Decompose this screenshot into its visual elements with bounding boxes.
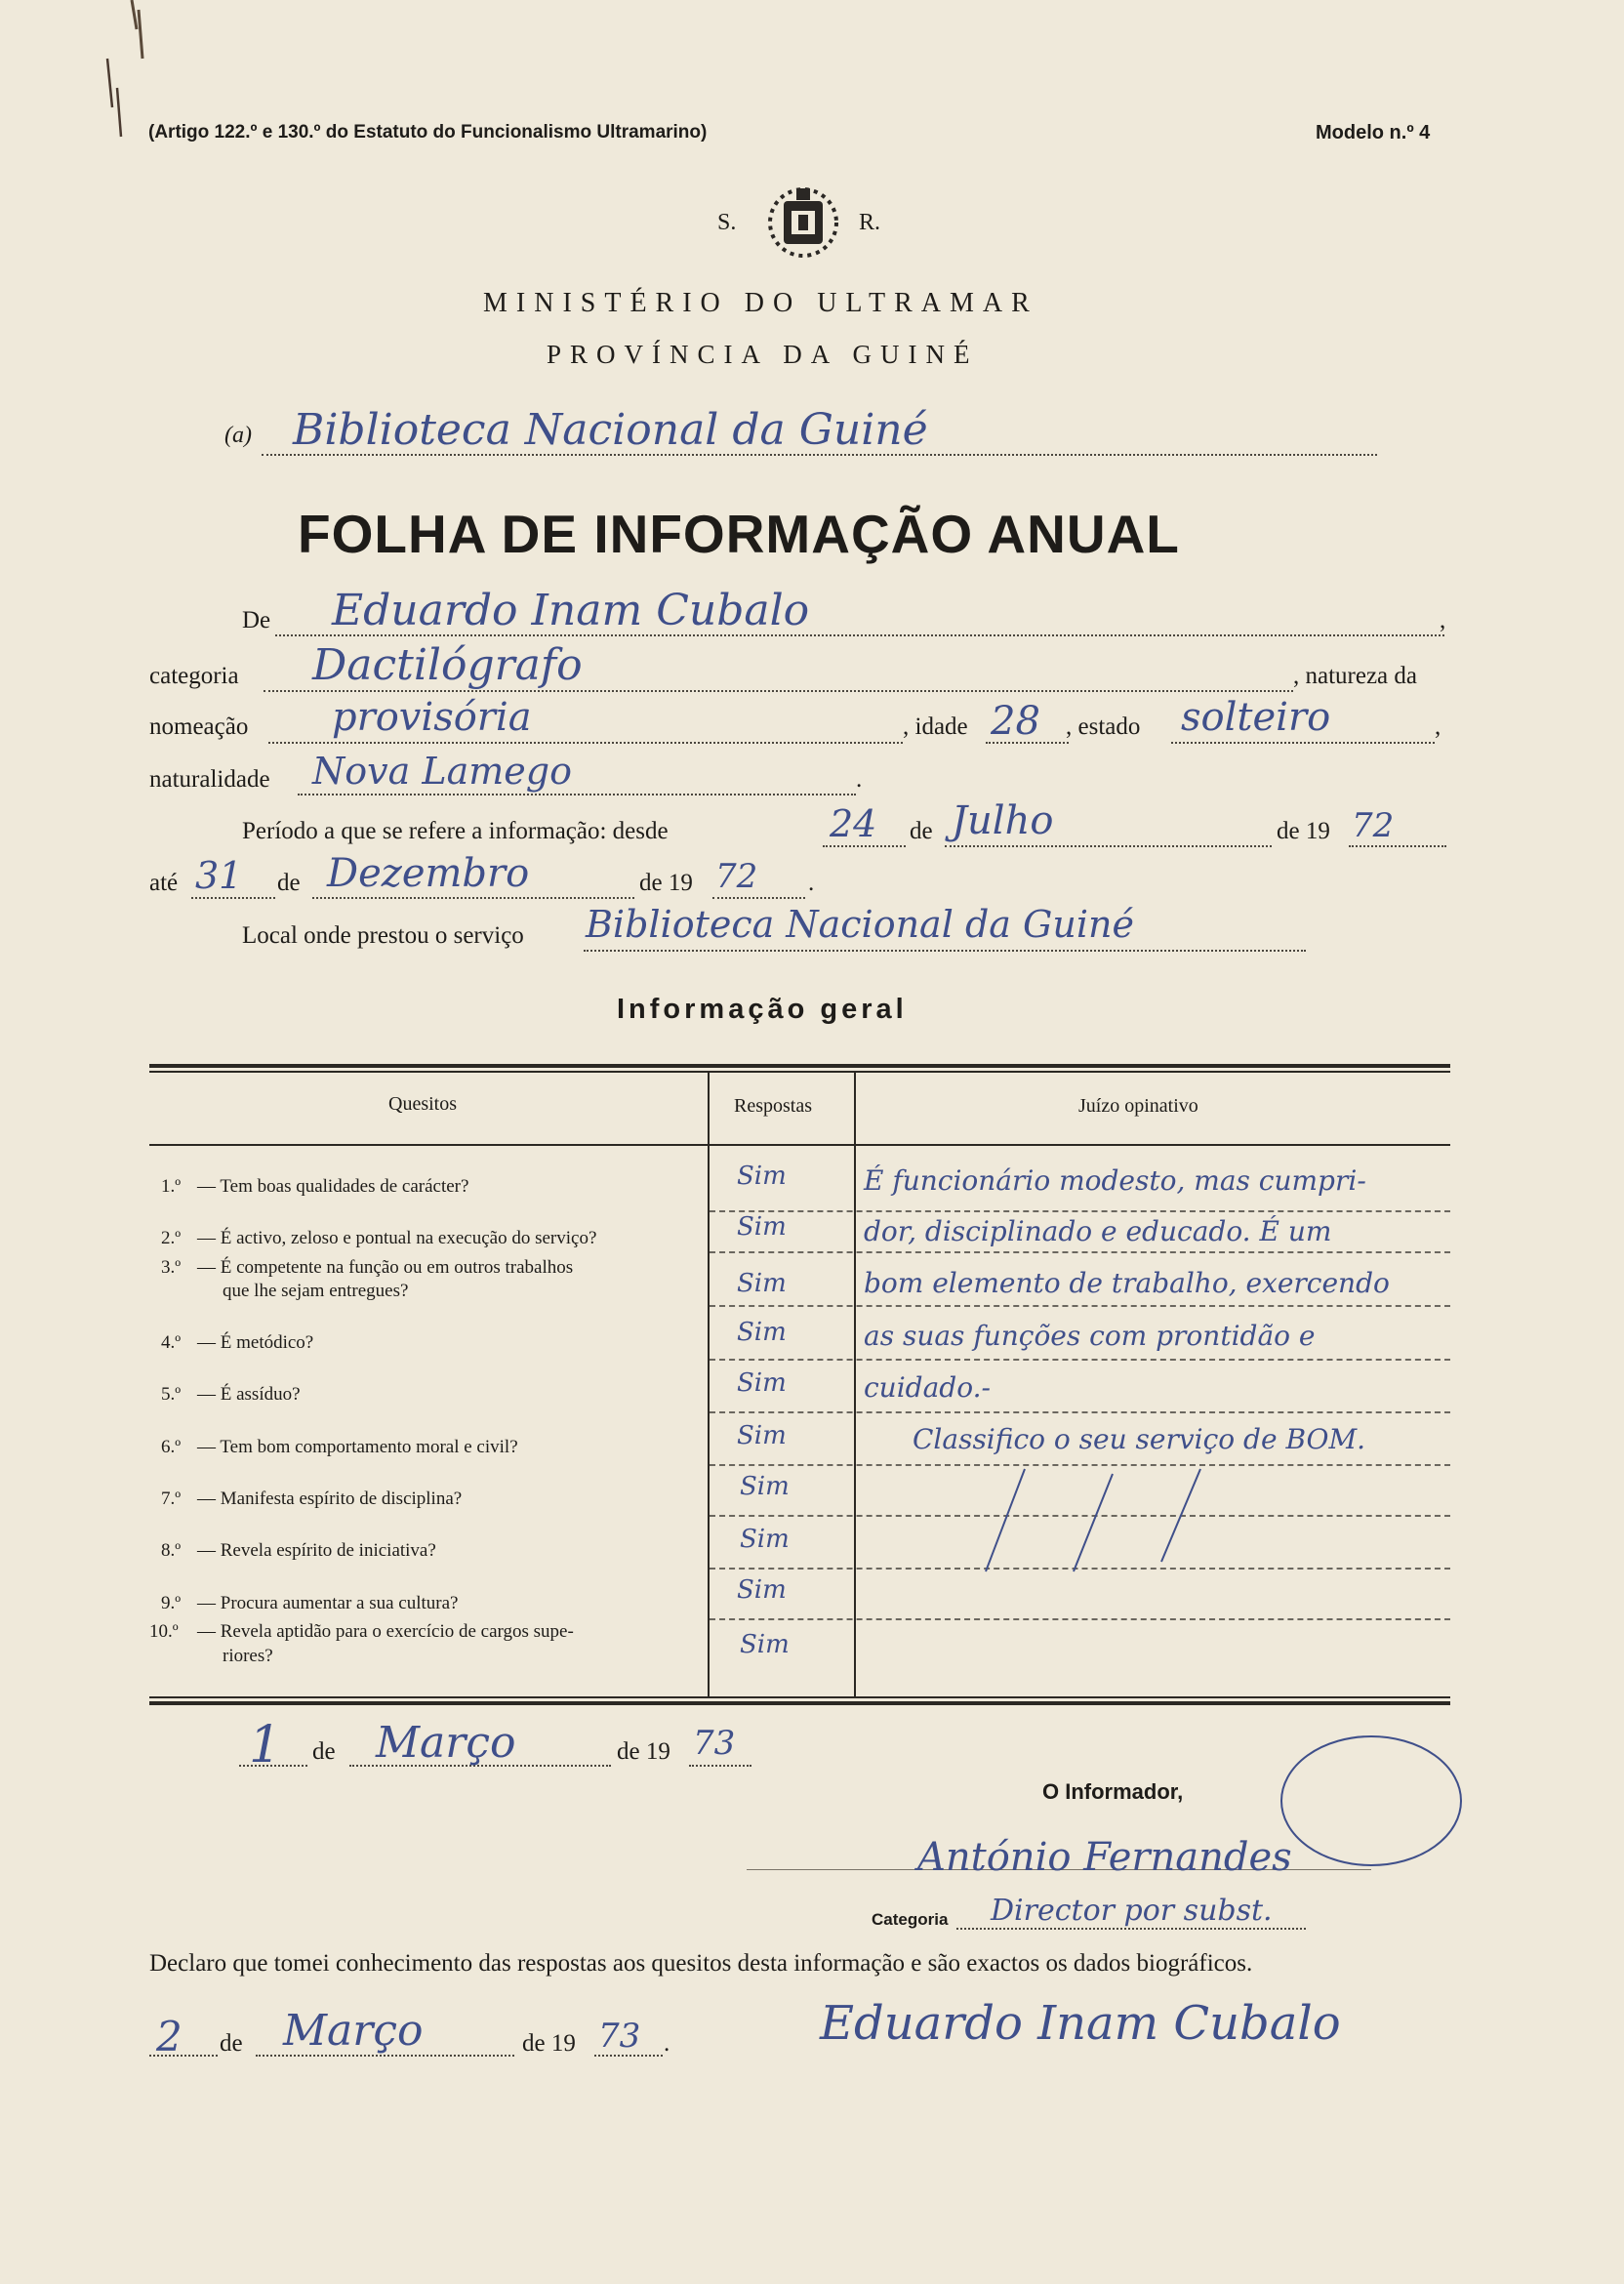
question-text-cont: riores? [223,1646,273,1666]
question-number: 7.º [161,1489,182,1509]
categoria-handwritten: Dactilógrafo [312,640,583,690]
model-number: Modelo n.º 4 [1316,122,1431,143]
desde-year-line [1349,845,1446,847]
question-text: — Revela aptidão para o exercício de cargos supe- [197,1621,574,1642]
ate-de-label: de [277,870,301,896]
coat-of-arms-icon [759,185,847,259]
informador-signature: António Fernandes [917,1835,1292,1880]
informador-title: O Informador, [1042,1779,1184,1804]
table-header-rule [149,1144,1450,1146]
answer-handwritten: Sim [737,1269,787,1298]
question-number: 3.º [161,1257,182,1278]
question-text-cont: que lhe sejam entregues? [223,1281,409,1301]
question-number: 9.º [161,1593,182,1613]
ate-label: até [149,870,179,896]
table-divider-2 [854,1073,856,1697]
name-comma: , [1440,607,1446,633]
ministry-name: MINISTÉRIO DO ULTRAMAR [483,288,1038,318]
desde-day-handwritten: 24 [830,802,877,845]
header-respostas: Respostas [734,1095,812,1117]
naturalidade-handwritten: Nova Lamego [312,750,572,793]
section-title: Informação geral [617,994,908,1025]
desde-month-handwritten: Julho [952,798,1054,843]
decl-year-label: de 19 [522,2030,576,2057]
footer-year-label: de 19 [617,1738,670,1765]
question-text: — Tem bom comportamento moral e civil? [197,1437,518,1457]
opinion-strike-lines [966,1464,1220,1581]
naturalidade-period: . [856,766,863,793]
nomeacao-label: nomeação [149,714,249,740]
stamp-circle [1269,1728,1474,1874]
question-number: 5.º [161,1384,182,1405]
employee-signature: Eduardo Inam Cubalo [820,1996,1341,2051]
decl-day-handwritten: 2 [156,2013,183,2060]
province-name: PROVÍNCIA DA GUINÉ [547,340,979,369]
table-top-border [149,1064,1450,1068]
estado-comma: , [1435,714,1441,740]
row-rule [710,1210,1450,1212]
answer-handwritten: Sim [737,1421,787,1450]
declaration-text: Declaro que tomei conhecimento das respostas aos quesitos desta informação e são exactos os dados biográficos. [149,1950,1253,1977]
question-text: — É activo, zeloso e pontual na execução do serviço? [197,1228,597,1248]
header-juizo: Juízo opinativo [1078,1095,1198,1117]
decl-month-handwritten: Março [283,2006,424,2056]
categoria-line [264,690,1293,692]
question-text: — Revela espírito de iniciativa? [197,1540,436,1561]
question-text: — Manifesta espírito de disciplina? [197,1489,463,1509]
desde-year-handwritten: 72 [1352,806,1395,845]
ate-period: . [808,870,815,896]
ate-year-line [712,897,805,899]
seal-letter-s: S. [717,210,737,235]
answer-handwritten: Sim [737,1318,787,1347]
margin-ink-marks [39,0,176,322]
answer-handwritten: Sim [737,1162,787,1191]
opinion-line: dor, disciplinado e educado. É um [864,1215,1332,1247]
opinion-line: cuidado.- [864,1371,991,1404]
naturalidade-line [298,794,856,795]
seal-letter-r: R. [859,210,881,235]
question-number: 4.º [161,1332,182,1353]
desde-day-line [823,845,906,847]
question-text: — Procura aumentar a sua cultura? [197,1593,459,1613]
answer-handwritten: Sim [737,1212,787,1242]
local-label: Local onde prestou o serviço [242,922,524,949]
question-number: 2.º [161,1228,182,1248]
legal-reference: (Artigo 122.º e 130.º do Estatuto do Funcionalismo Ultramarino) [148,122,708,143]
answer-handwritten: Sim [740,1472,790,1501]
desde-de-label: de [910,818,933,844]
opinion-line: É funcionário modesto, mas cumpri- [864,1164,1366,1197]
footer-year-line [689,1765,751,1767]
service-handwritten: Biblioteca Nacional da Guiné [293,405,928,455]
opinion-line: as suas funções com prontidão e [864,1320,1316,1352]
ate-year-handwritten: 72 [715,857,758,896]
nomeacao-handwritten: provisória [332,695,532,740]
answer-handwritten: Sim [737,1575,787,1605]
nomeacao-line [268,742,903,744]
question-number: 10.º [149,1621,179,1642]
header-quesitos: Quesitos [388,1093,457,1115]
decl-year-handwritten: 73 [598,2017,641,2056]
natureza-label: , natureza da [1293,663,1418,689]
ate-day-line [191,897,275,899]
de-label: De [242,607,271,633]
decl-de-label: de [220,2030,243,2057]
question-text: — É assíduo? [197,1384,301,1405]
question-number: 6.º [161,1437,182,1457]
footer-month-handwritten: Março [376,1718,516,1768]
idade-handwritten: 28 [991,699,1040,744]
local-line [584,950,1306,952]
row-rule [710,1251,1450,1253]
ate-month-line [312,897,634,899]
naturalidade-label: naturalidade [149,766,270,793]
table-divider-1 [708,1073,710,1697]
footer-year-handwritten: 73 [693,1724,736,1763]
question-number: 8.º [161,1540,182,1561]
idade-label: , idade [903,714,968,740]
answer-handwritten: Sim [740,1630,790,1659]
name-handwritten: Eduardo Inam Cubalo [332,586,810,635]
form-title: FOLHA DE INFORMAÇÃO ANUAL [298,504,1180,564]
ate-day-handwritten: 31 [195,854,243,897]
opinion-line: bom elemento de trabalho, exercendo [864,1267,1390,1299]
decl-period: . [664,2030,670,2057]
row-rule [710,1411,1450,1413]
desde-year-label: de 19 [1277,818,1330,844]
desde-month-line [945,845,1272,847]
footer-de-label: de [312,1738,336,1765]
local-handwritten: Biblioteca Nacional da Guiné [586,903,1134,946]
table-bottom-border-2 [149,1701,1450,1705]
question-number: 1.º [161,1176,182,1197]
ate-month-handwritten: Dezembro [327,851,530,896]
row-rule [710,1618,1450,1620]
categoria-footer-handwritten: Director por subst. [991,1894,1273,1928]
answer-handwritten: Sim [740,1525,790,1554]
opinion-line: Classifico o seu serviço de BOM. [913,1423,1366,1455]
estado-label: , estado [1066,714,1141,740]
categoria-label: categoria [149,663,239,689]
answer-handwritten: Sim [737,1368,787,1398]
table-top-border-2 [149,1071,1450,1073]
question-text: — Tem boas qualidades de carácter? [197,1176,469,1197]
categoria-footer-label: Categoria [872,1910,949,1929]
ate-year-label: de 19 [639,870,693,896]
footer-day-handwritten: 1 [249,1716,282,1774]
row-rule [710,1359,1450,1361]
categoria-footer-line [956,1928,1306,1930]
question-text: — É metódico? [197,1332,314,1353]
table-bottom-border [149,1696,1450,1698]
row-rule [710,1305,1450,1307]
estado-handwritten: solteiro [1181,695,1331,740]
periodo-label: Período a que se refere a informação: desde [242,818,669,844]
service-prefix: (a) [224,423,252,448]
estado-line [1171,742,1435,744]
question-text: — É competente na função ou em outros trabalhos [197,1257,574,1278]
